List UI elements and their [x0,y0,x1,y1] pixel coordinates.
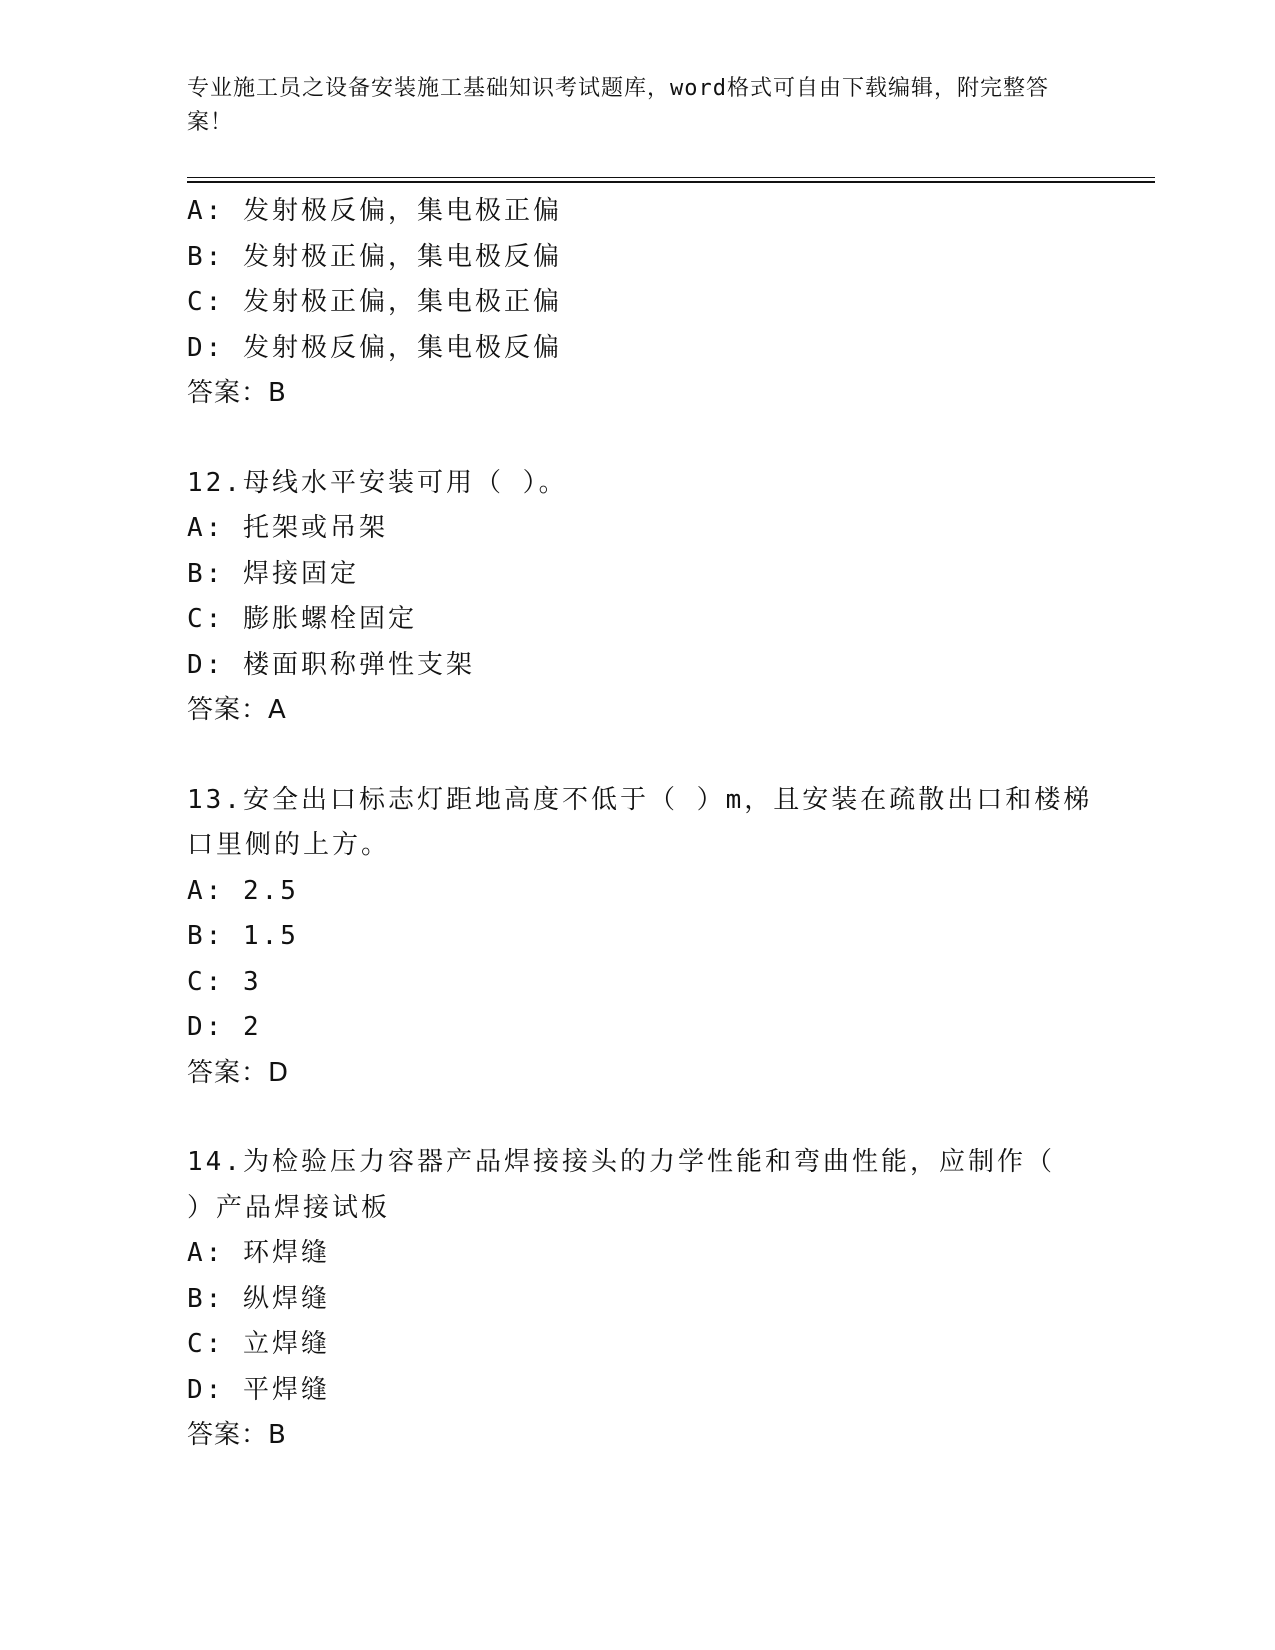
option-b: B: 发射极正偏，集电极反偏 [187,241,562,272]
option-c: C: 立焊缝 [187,1329,330,1359]
option-b: B: 焊接固定 [187,558,359,589]
option-a: A: 环焊缝 [187,1238,330,1268]
question-11 [187,189,1087,417]
option-a: A: 2.5 [187,875,299,906]
spacer [187,417,1087,461]
option-b: B: 1.5 [187,921,299,951]
answer: 答案：B [187,378,287,408]
question-stem-line-2: 口里侧的上方。 [187,830,391,860]
option-c: C: 发射极正偏，集电极正偏 [187,287,562,317]
question-stem: 12.母线水平安装可用（ ）。 [187,467,568,498]
option-d: D: 平焊缝 [187,1374,330,1405]
document-header: 专业施工员之设备安装施工基础知识考试题库，word格式可自由下载编辑，附完整答案！ [187,76,1049,135]
question-stem-line-1: 13.安全出口标志灯距地高度不低于（ ）m，且安装在疏散出口和楼梯 [187,784,1093,815]
answer: 答案：A [187,695,287,725]
option-b: B: 纵焊缝 [187,1283,330,1314]
question-stem-line-1: 14.为检验压力容器产品焊接接头的力学性能和弯曲性能，应制作（ [187,1147,1055,1177]
spacer [187,734,1087,778]
header-rule-thin [187,177,1155,178]
spacer [187,1096,1087,1140]
answer: 答案：D [187,1057,290,1088]
option-a: A: 托架或吊架 [187,513,388,543]
header-rule-thick [187,181,1155,183]
question-12 [187,461,1087,734]
question-13 [187,778,1093,1097]
answer: 答案：B [187,1420,287,1450]
option-c: C: 膨胀螺栓固定 [187,604,417,634]
question-14 [187,1140,1087,1459]
question-list [187,189,1093,1459]
option-d: D: 2 [187,1012,262,1042]
option-d: D: 发射极反偏，集电极反偏 [187,332,562,363]
option-a: A: 发射极反偏，集电极正偏 [187,196,562,226]
option-c: C: 3 [187,966,262,997]
question-stem-line-2: ）产品焊接试板 [187,1192,391,1223]
option-d: D: 楼面职称弹性支架 [187,649,475,680]
